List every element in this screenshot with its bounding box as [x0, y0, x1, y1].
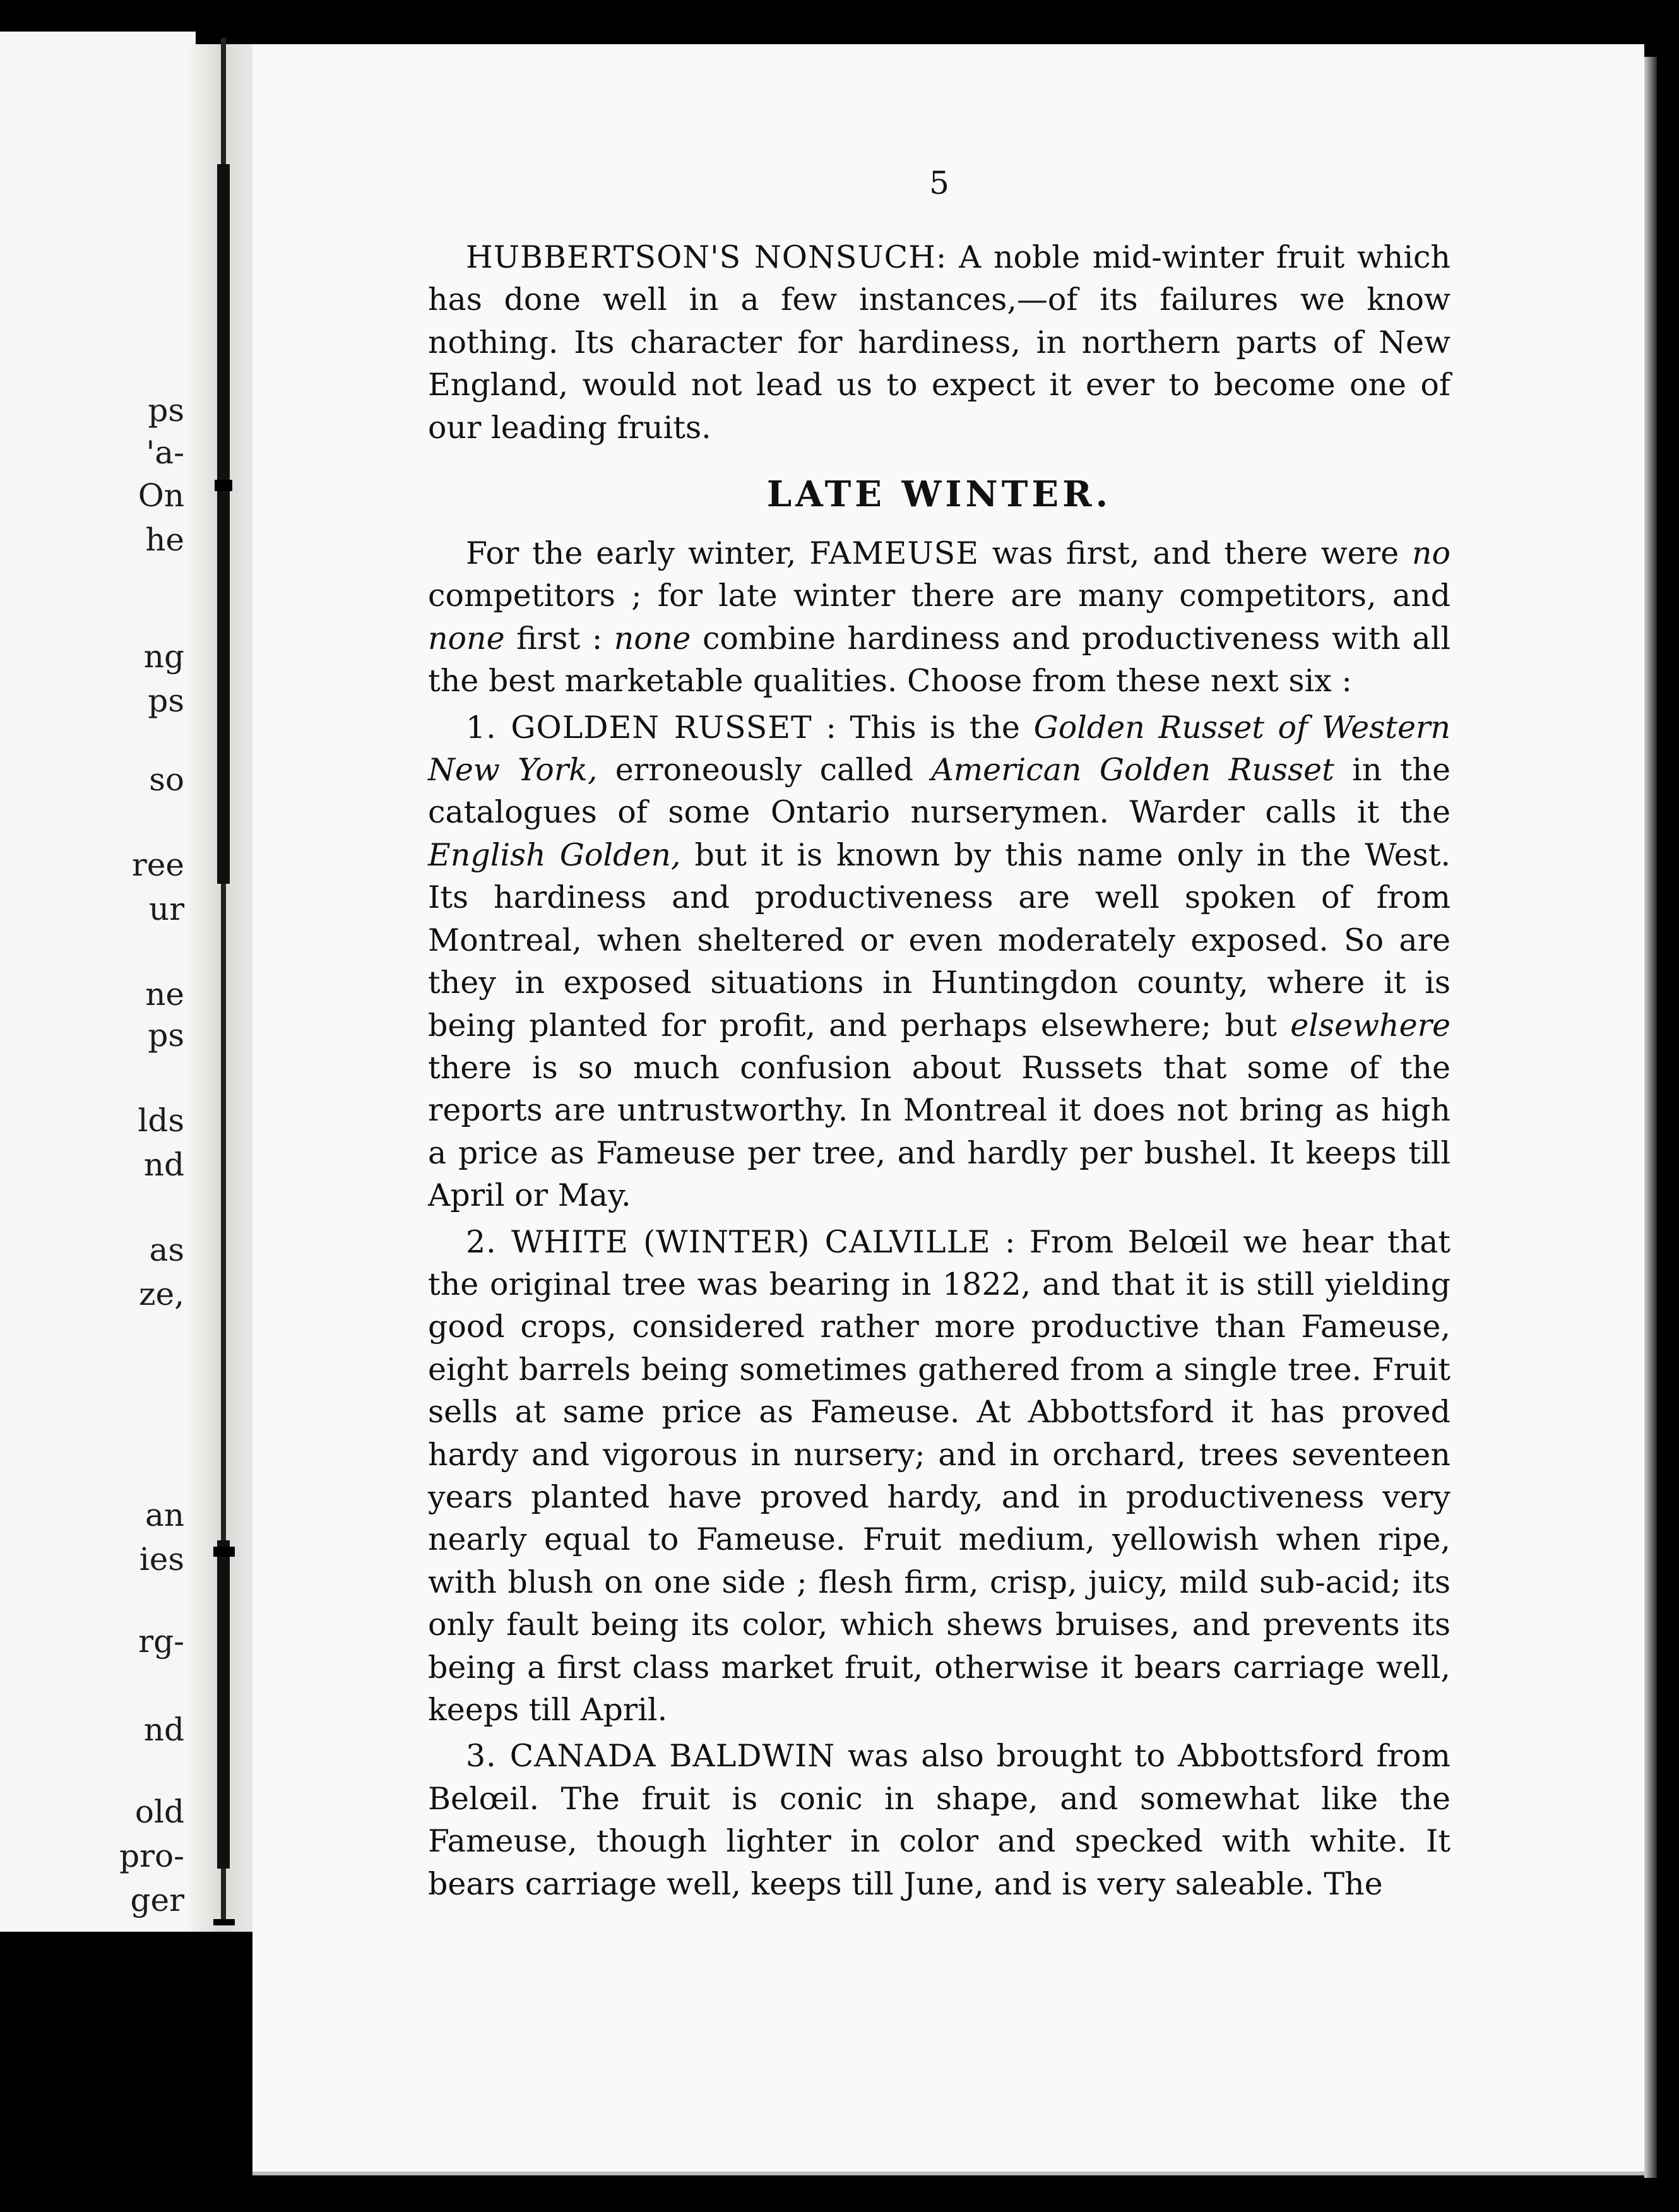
section-heading: LATE WINTER. — [766, 473, 1112, 516]
left-page-fragment: so — [149, 761, 184, 798]
golden-russet-paragraph: 1. GOLDEN RUSSET : This is the Golden Russet of Western New York, erroneously called American Golden Russet in the catalogues of some Ontario nurserymen. Warder calls it the English Golden, but it is known by this name only in the West. Its hardiness and productiveness are well spoken of from Montreal, when sheltered or even moderately exposed. So are they in exposed situations in Huntingdon county, where it is being planted for profit, and perhaps elsewhere; but elsewhere there is so much confusion about Russets that some of the reports are untrustworthy. In Montreal it does not bring as high a price as Fameuse per tree, and hardly per bushel. It keeps till April or May. — [428, 709, 1451, 1214]
left-page-fragment: ree — [131, 847, 184, 883]
left-page-fragment: ps — [148, 392, 184, 429]
left-page-fragment: 'a- — [146, 434, 184, 471]
left-page-fragment: ze, — [139, 1276, 184, 1312]
canada-baldwin-paragraph: 3. CANADA BALDWIN was also brought to Abbottsford from Belœil. The fruit is conic in shape, and somewhat like the Fameuse, though lighter in color and specked with white. It bears carriage well, keeps till June, and is very saleable. The — [428, 1738, 1451, 1902]
left-page-fragment: as — [149, 1232, 184, 1268]
white-calville-paragraph: 2. WHITE (WINTER) CALVILLE : From Belœil we hear that the original tree was bearing in 1822, and that it is still yielding good crops, considered rather more productive than Fameuse, eight barrels being sometimes gathered from a single tree. Fruit sells at same price as Fameuse. At Abbottsford it has proved hardy and vigorous in nursery; and in orchard, trees seventeen years planted have proved hardy, and in productiveness very nearly equal to Fameuse. Fruit medium, yellowish when ripe, with blush on one side ; flesh firm, crisp, juicy, mild sub-acid; its only fault being its color, which shews bruises, and prevents its being a first class market fruit, otherwise it bears carriage well, keeps till April. — [428, 1223, 1451, 1728]
left-page-fragment: ps — [148, 1017, 184, 1054]
right-page — [252, 44, 1644, 2175]
left-page-fragment: old — [134, 1793, 184, 1830]
left-page-fragment: an — [145, 1497, 184, 1533]
left-page-fragment: ur — [148, 891, 184, 927]
left-page-fragment: ne — [145, 976, 184, 1013]
left-page-fragment: pro- — [119, 1838, 184, 1874]
left-page-fragment: he — [145, 521, 184, 558]
left-page — [0, 32, 196, 1932]
hubbertson-paragraph: HUBBERTSON'S NONSUCH: A noble mid-winter fruit which has done well in a few instances,—of its failures we know nothing. Its character for hardiness, in northern parts of New England, would not lead us to expect it ever to become one of our leading fruits. — [428, 239, 1451, 446]
page-number: 5 — [929, 165, 949, 201]
page-edge — [1644, 57, 1657, 2178]
left-page-fragment: On — [138, 477, 184, 514]
left-page-fragment: ies — [139, 1541, 184, 1578]
left-page-fragment: lds — [138, 1102, 184, 1139]
intro-paragraph: For the early winter, FAMEUSE was first, and there were no competitors ; for late winter there are many competitors, and none first : none combine hardiness and productiveness with all the best marketable qualities. Choose from these next six : — [428, 535, 1451, 699]
left-page-fragment: nd — [143, 1711, 184, 1748]
left-page-fragment: ng — [143, 638, 184, 675]
hubbertson-name: HUBBERTSON'S NONSUCH — [466, 239, 936, 275]
left-page-fragment: nd — [143, 1146, 184, 1183]
left-page-fragment: rg- — [138, 1623, 184, 1660]
binding-stitch — [208, 38, 240, 1925]
page-text — [428, 164, 1451, 1909]
left-page-fragment: ger — [130, 1882, 184, 1918]
left-page-fragment: ps — [148, 682, 184, 719]
